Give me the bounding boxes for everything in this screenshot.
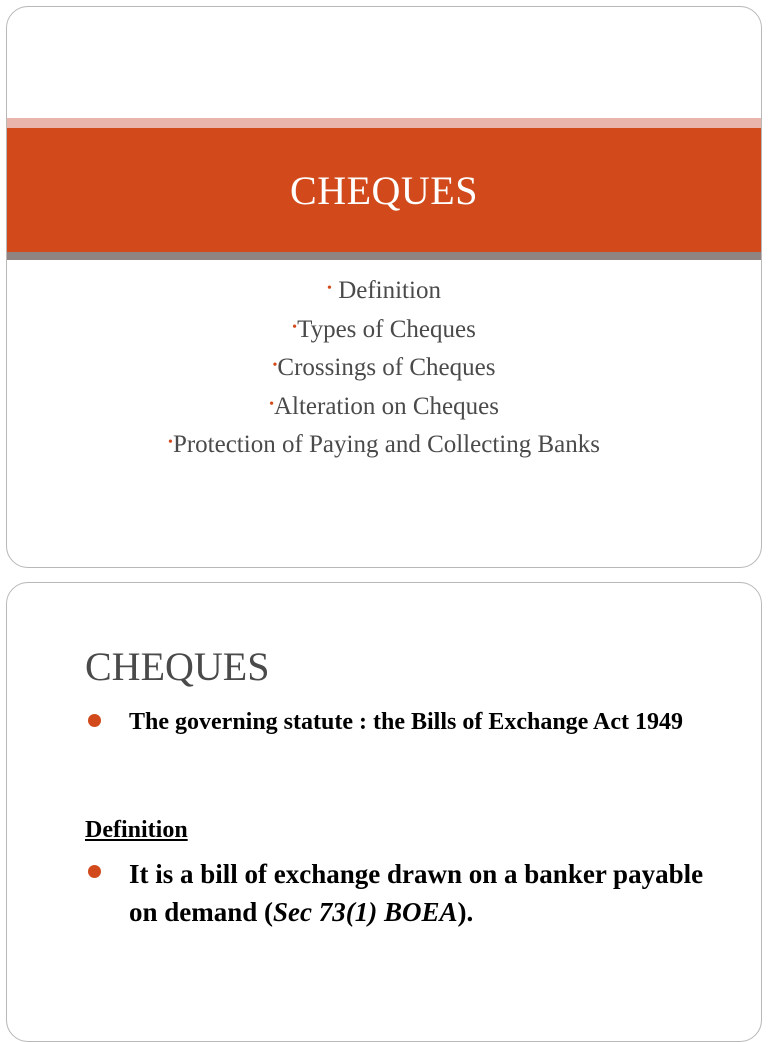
bullet-icon: • bbox=[292, 319, 298, 335]
slide-1 bbox=[6, 6, 762, 568]
topic-label: Definition bbox=[338, 277, 441, 304]
statute-text: The governing statute : the Bills of Exchange Act 1949 bbox=[129, 709, 683, 735]
bullet-icon bbox=[85, 705, 129, 739]
topic-item bbox=[7, 425, 761, 464]
citation: Sec 73(1) BOEA bbox=[273, 897, 458, 927]
bullet-icon bbox=[85, 855, 129, 931]
title-band-top-stripe bbox=[7, 118, 761, 128]
slide-title: CHEQUES bbox=[290, 167, 478, 213]
bullet-point bbox=[85, 705, 721, 739]
slide-2 bbox=[6, 582, 762, 1042]
topic-item bbox=[7, 271, 761, 310]
title-band bbox=[7, 128, 761, 252]
topic-item bbox=[7, 310, 761, 349]
bullet-point bbox=[85, 855, 721, 931]
bullet-icon: • bbox=[269, 396, 274, 412]
definition-heading: Definition bbox=[85, 817, 188, 843]
topic-item bbox=[7, 387, 761, 426]
definition-text-end: ). bbox=[457, 897, 474, 927]
topic-label: Types of Cheques bbox=[297, 315, 476, 343]
bullet-icon: • bbox=[272, 358, 278, 373]
bullet-icon: • bbox=[168, 435, 173, 450]
topic-label: Protection of Paying and Collecting Banks bbox=[172, 431, 600, 458]
definition-text bbox=[129, 855, 721, 931]
bullet-icon: • bbox=[327, 281, 332, 296]
slide-title: CHEQUES bbox=[85, 644, 270, 689]
title-band-bottom-stripe bbox=[7, 252, 761, 260]
topic-label: Crossings of Cheques bbox=[277, 354, 496, 381]
definition-text-main: It is a bill of exchange drawn on a banker payable on demand ( bbox=[129, 859, 704, 927]
topic-list bbox=[7, 271, 761, 464]
topic-item bbox=[7, 348, 761, 387]
topic-label: Alteration on Cheques bbox=[273, 392, 499, 420]
